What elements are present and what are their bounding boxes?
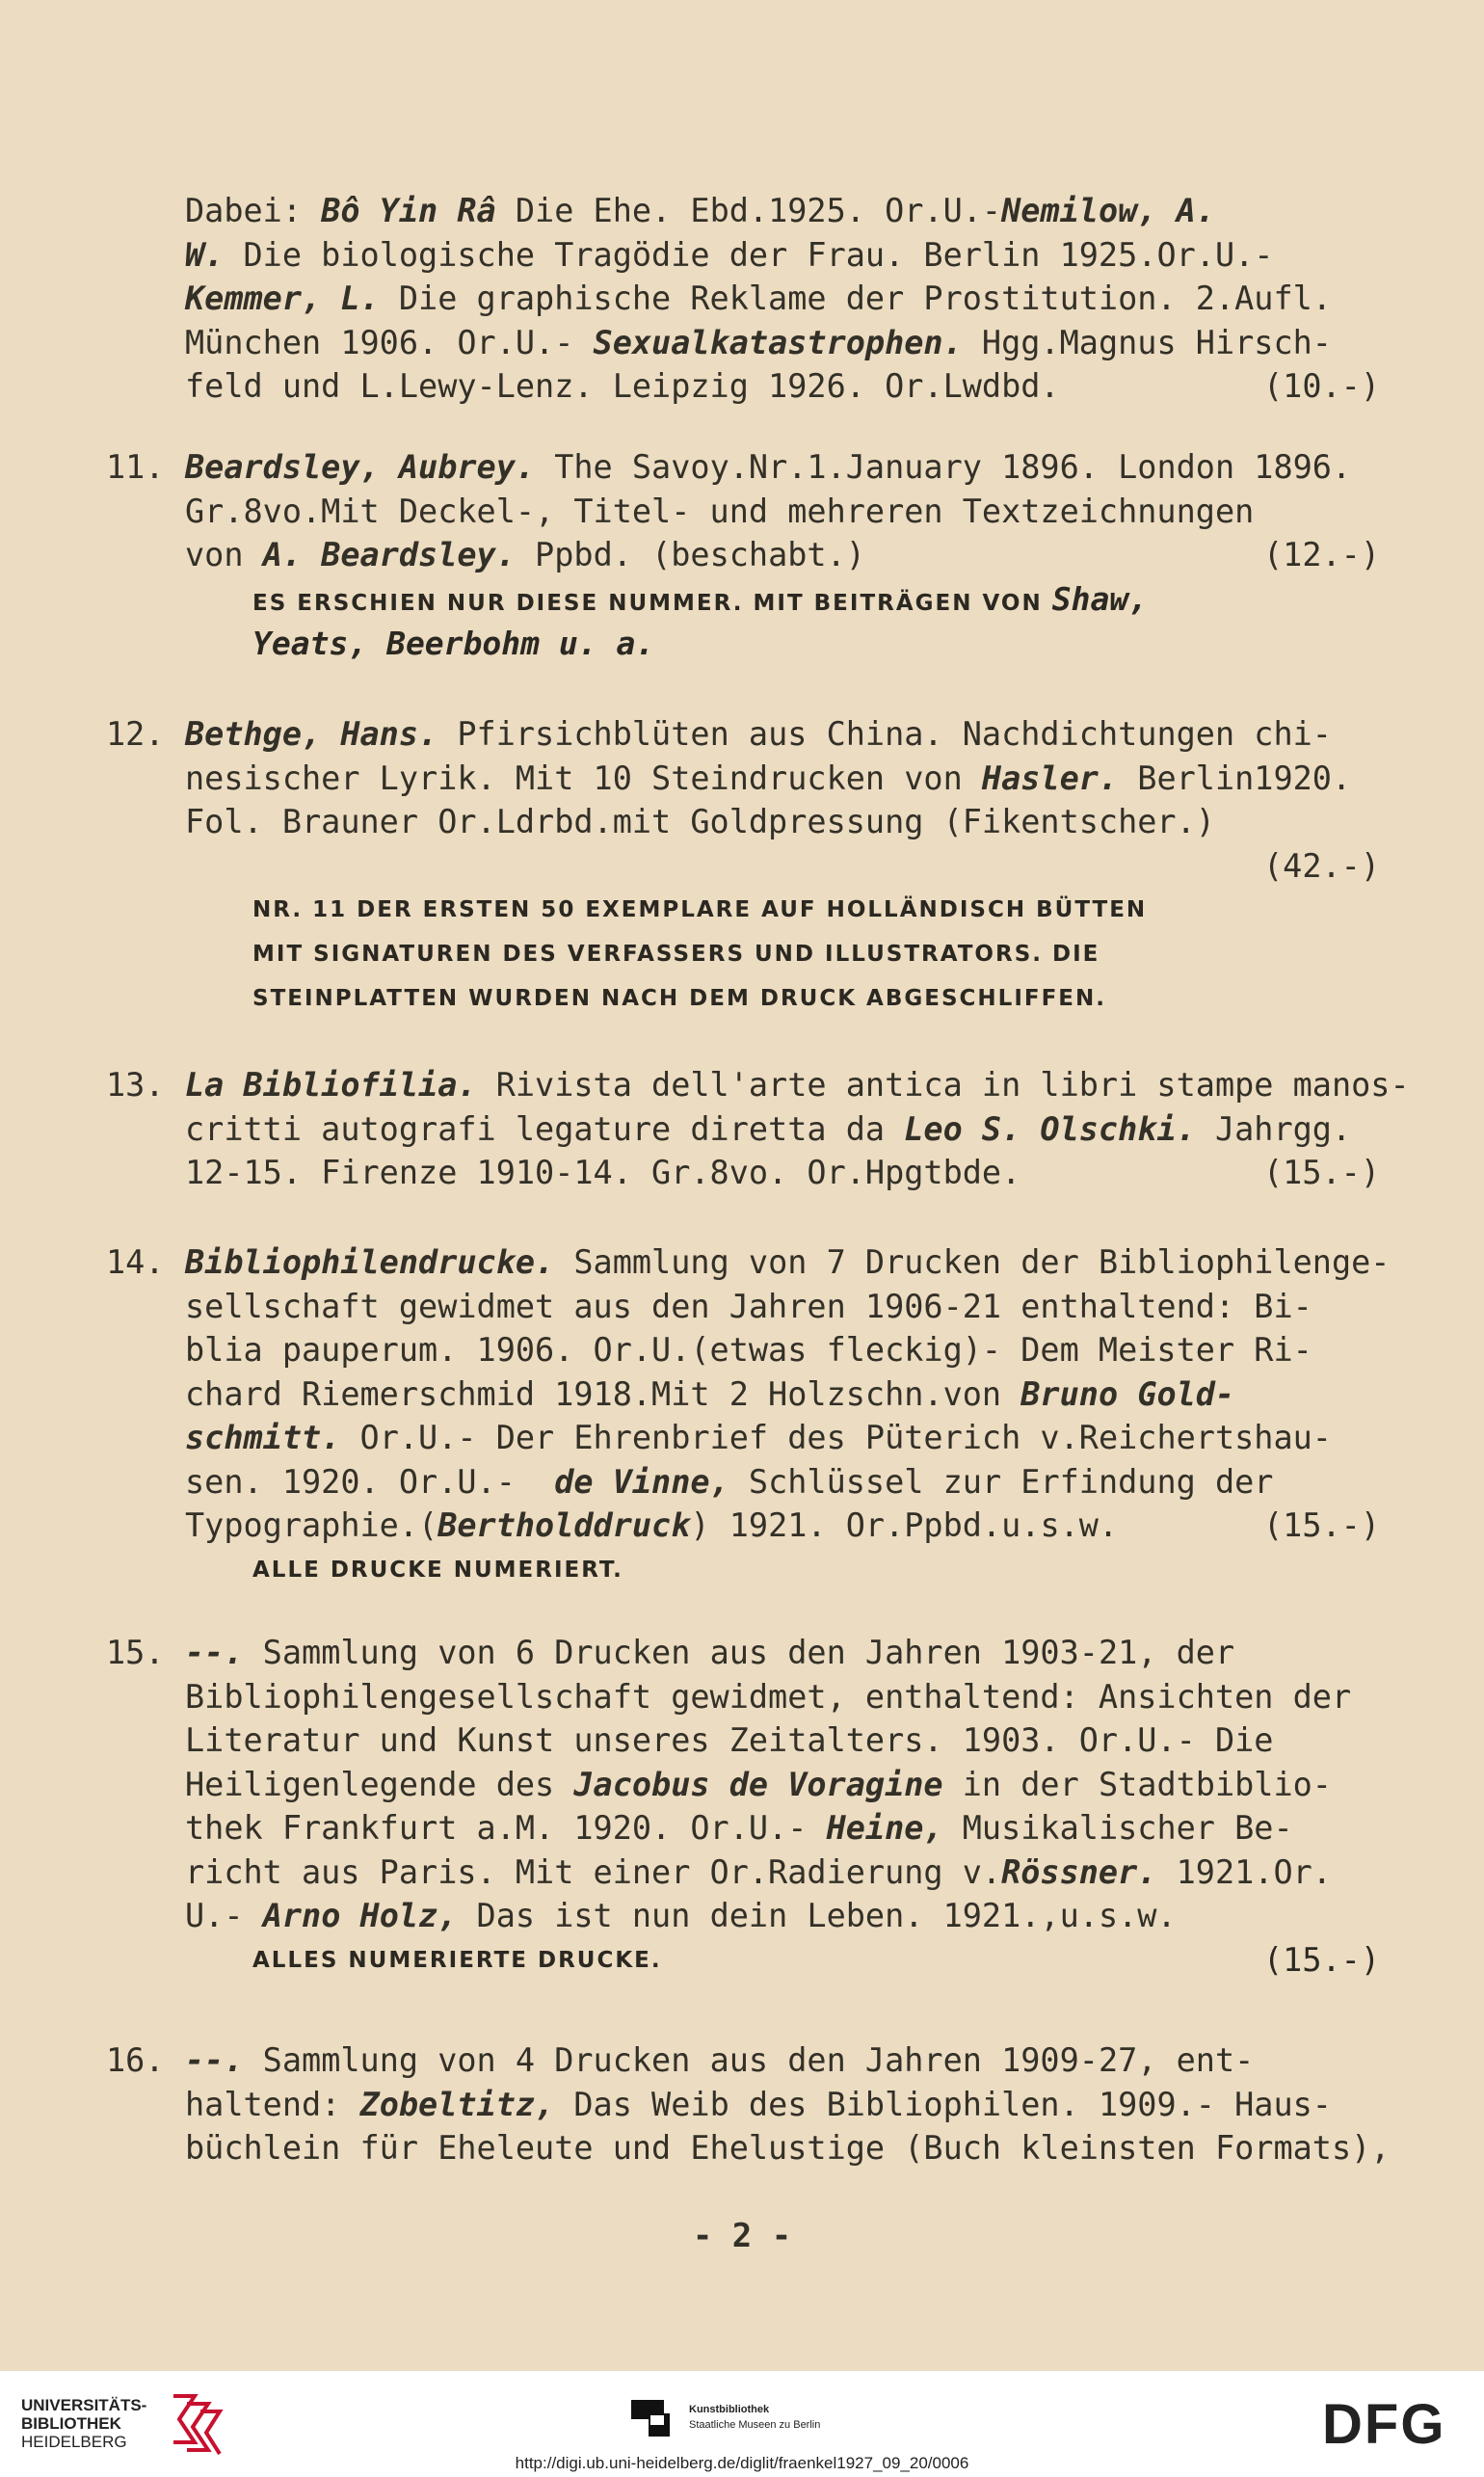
plain-text: Or.U.- Der Ehrenbrief des Püterich v.Reichertshau- [340,1419,1332,1456]
entry-line [185,1631,1390,1675]
plain-text: sellschaft gewidmet aus den Jahren 1906-21 enthaltend: Bi- [185,1287,1312,1325]
entry-line [185,1763,1390,1807]
entry-line [185,800,1390,844]
plain-text: 12-15. Firenze 1910-14. Gr.8vo. Or.Hpgtbde. [185,1154,1021,1191]
entry-number: 14. [106,1243,165,1281]
plain-text: Rivista dell'arte antica in libri stampe manos- [476,1066,1410,1104]
plain-text: Sammlung von 6 Drucken aus den Jahren 1903-21, der [243,1634,1235,1671]
plain-text: büchlein für Eheleute und Ehelustige (Buch kleinsten Formats), [185,2129,1391,2167]
entry-note [185,1938,1390,1983]
plain-text: Die Ehe. Ebd.1925. Or.U.- [495,192,1002,229]
plain-text: Schlüssel zur Erfindung der [729,1462,1274,1501]
entry-line [185,533,1390,577]
emphasis-text: Beardsley, Aubrey. [185,448,536,486]
plain-text: München 1906. Or.U.- [185,323,594,361]
entry-line [185,757,1390,801]
emphasis-text: Shaw, [1051,579,1149,618]
entry-line [185,364,1390,409]
entry-number: 13. [106,1066,165,1104]
plain-text: Bibliophilengesellschaft gewidmet, enthaltend: Ansichten der [185,1677,1352,1716]
entry-line [185,1285,1390,1329]
plain-text: richt aus Paris. Mit einer Or.Radierung v. [185,1852,1002,1891]
emphasis-text: Yeats, Beerbohm u. a. [252,624,655,662]
entry-body [185,189,1390,409]
plain-text: Sammlung von 7 Drucken der Bibliophilenge- [554,1243,1391,1281]
plain-text: NR. 11 DER ERSTEN 50 EXEMPLARE AUF HOLLÄNDISCH BÜTTEN [252,897,1148,922]
emphasis-text: Nemilow, A. [1001,192,1215,229]
library-line: UNIVERSITÄTS- [21,2396,147,2414]
emphasis-text: --. [185,2041,244,2079]
entry-line [185,1851,1390,1895]
emphasis-text: W. [185,235,225,274]
price: (15.-) [1262,1154,1380,1191]
library-line: BIBLIOTHEK [21,2414,121,2433]
price: (10.-) [1262,367,1380,405]
entry-line [185,1894,1390,1938]
plain-text: Heiligenlegende des [185,1765,574,1803]
plain-text: U.- [185,1897,263,1934]
entry-line [185,1460,1390,1505]
plain-text: Dabei: [185,192,322,229]
plain-text: critti autografi legature diretta da [185,1109,905,1148]
plain-text: sen. 1920. Or.U.- [185,1462,555,1501]
plain-text: Pfirsichblüten aus China. Nachdichtungen chi- [437,715,1332,753]
plain-text: Jahrgg. [1195,1109,1352,1148]
kb-line: Kunstbibliothek [689,2404,770,2415]
entry-line [185,1107,1390,1152]
emphasis-text: A. Beardsley. [262,536,516,573]
entry-note [185,577,1390,622]
entry-line [185,1240,1390,1285]
emphasis-text: Sexualkatastrophen. [593,323,963,361]
entry-body [185,1240,1390,1592]
entry-line [185,2083,1390,2127]
entry-body [185,1063,1410,1195]
emphasis-text: Jacobus de Voragine [573,1765,943,1803]
emphasis-text: Leo S. Olschki. [904,1109,1196,1148]
entry-line [185,1504,1390,1548]
entry-line [185,2126,1390,2171]
entry-line [185,1718,1390,1763]
plain-text: ) 1921. Or.Ppbd.u.s.w. [690,1506,1119,1544]
plain-text: Die graphische Reklame der Prostitution. 2.Aufl. [379,280,1332,317]
entry-line [185,445,1390,490]
price: (15.-) [1262,1506,1380,1544]
plain-text: chard Riemerschmid 1918.Mit 2 Holzschn.von [185,1374,1021,1413]
entry-line [185,1063,1410,1107]
emphasis-text: Bertholddruck [437,1506,691,1544]
plain-text: thek Frankfurt a.M. 1920. Or.U.- [185,1809,827,1847]
footer [0,2371,1484,2477]
emphasis-text: de Vinne, [554,1462,729,1501]
source-url[interactable]: http://digi.ub.uni-heidelberg.de/diglit/fraenkel1927_09_20/0006 [515,2454,969,2472]
emphasis-text: La Bibliofilia. [185,1066,477,1104]
entry-line [185,1328,1390,1372]
price: (12.-) [1262,536,1380,573]
plain-text: blia pauperum. 1906. Or.U.(etwas fleckig)- Dem Meister Ri- [185,1331,1312,1369]
emphasis-text: Bibliophilendrucke. [185,1243,555,1281]
plain-text: haltend: [185,2085,360,2123]
entry-number: 15. [106,1634,165,1671]
kunstbibliothek-logo[interactable] [631,2396,882,2444]
entry-line [185,712,1390,757]
entry-body [185,712,1390,1021]
plain-text: von [185,536,263,573]
entry-line [185,1675,1390,1719]
entry-note [185,622,1390,666]
emphasis-text: Bruno Gold- [1020,1374,1235,1413]
emphasis-text: Bô Yin Râ [321,192,496,229]
plain-text: ALLE DRUCKE NUMERIERT. [252,1557,623,1583]
plain-text: nesischer Lyrik. Mit 10 Steindrucken von [185,759,982,797]
emphasis-text: Kemmer, L. [185,280,380,317]
price: (42.-) [1262,846,1380,885]
dfg-logo[interactable]: DFG [1322,2393,1446,2456]
page-number: - 2 - [692,2217,792,2255]
plain-text: Literatur und Kunst unseres Zeitalters. 1903. Or.U.- Die [185,1721,1274,1759]
plain-text: Gr.8vo.Mit Deckel-, Titel- und mehreren Textzeichnungen [185,492,1255,530]
plain-text: STEINPLATTEN WURDEN NACH DEM DRUCK ABGESCHLIFFEN. [252,986,1107,1011]
entry-note [185,888,1390,932]
entry-note [185,932,1390,976]
emphasis-text: Hasler. [981,759,1119,797]
plain-text: Musikalischer Be- [942,1809,1293,1847]
entry-body [185,2038,1390,2171]
plain-text: Das ist nun dein Leben. 1921.,u.s.w. [457,1897,1177,1934]
plain-text: Typographie.( [185,1506,438,1544]
plain-text: Berlin1920. [1118,759,1352,797]
entry-line [185,1151,1390,1195]
emphasis-text: Heine, [826,1809,943,1847]
library-line: HEIDELBERG [21,2433,127,2451]
entry-line [185,277,1390,321]
entry-line [185,1806,1390,1851]
emphasis-text: schmitt. [185,1419,341,1456]
plain-text: Fol. Brauner Or.Ldrbd.mit Goldpressung (Fikentscher.) [185,803,1215,840]
entry-number: 11. [106,448,165,486]
emphasis-text: Rössner. [1001,1852,1157,1891]
entry-body [185,445,1390,666]
plain-text: The Savoy.Nr.1.January 1896. London 1896. [535,448,1352,486]
entry-line [185,233,1390,278]
entry-line [185,321,1390,365]
entry-line [185,1416,1390,1460]
plain-text: Die biologische Tragödie der Frau. Berlin 1925.Or.U.- [224,235,1274,274]
entry-line [185,189,1390,233]
kb-line: Staatliche Museen zu Berlin [689,2419,821,2431]
entry-body [185,1631,1390,1983]
plain-text: ALLES NUMERIERTE DRUCKE. [252,1947,662,1973]
emphasis-text: Bethge, Hans. [185,715,438,753]
emphasis-text: Zobeltitz, [359,2085,555,2123]
plain-text: Das Weib des Bibliophilen. 1909.- Haus- [554,2085,1332,2123]
plain-text: Ppbd. (beschabt.) [515,536,865,573]
plain-text: Sammlung von 4 Drucken aus den Jahren 1909-27, ent- [243,2041,1255,2079]
emphasis-text: Arno Holz, [262,1897,458,1934]
entry-line [185,844,1390,889]
plain-text: MIT SIGNATUREN DES VERFASSERS UND ILLUSTRATORS. DIE [252,942,1100,967]
emphasis-text: --. [185,1634,244,1671]
entry-note [185,976,1390,1021]
plain-text: in der Stadtbiblio- [942,1765,1332,1803]
entry-line [185,1372,1390,1417]
plain-text: Hgg.Magnus Hirsch- [962,323,1332,361]
price: (15.-) [1262,1940,1380,1979]
plain-text: feld und L.Lewy-Lenz. Leipzig 1926. Or.Lwdbd. [185,367,1060,405]
plain-text: ES ERSCHIEN NUR DIESE NUMMER. MIT BEITRÄGEN VON [252,590,1052,616]
entry-line [185,2038,1390,2083]
entry-line [185,490,1390,534]
kunstbibliothek-icon [631,2396,676,2437]
ub-emblem-icon [166,2390,224,2458]
plain-text: 1921.Or. [1156,1852,1332,1891]
entry-number: 12. [106,715,165,753]
entry-note [185,1548,1390,1592]
entry-number: 16. [106,2041,165,2079]
